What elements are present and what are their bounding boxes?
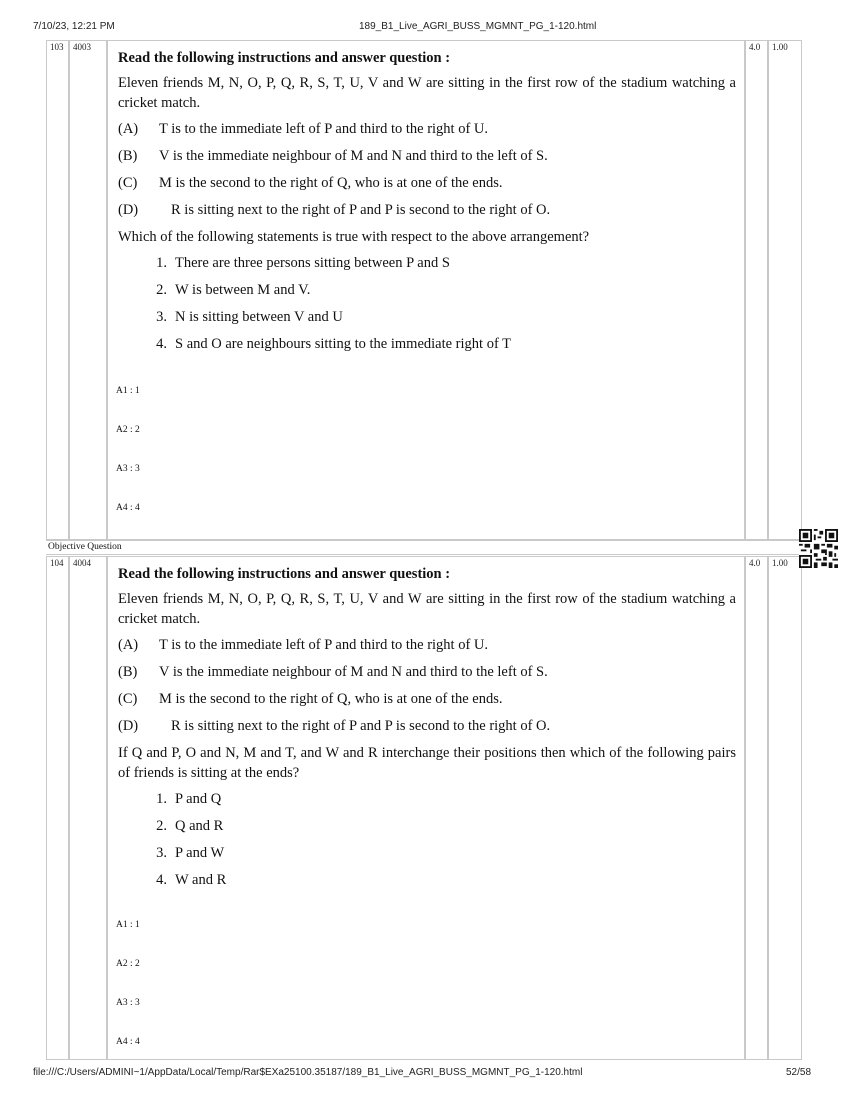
- condition-key: (D): [118, 202, 139, 218]
- question-id-cell: 4003: [69, 40, 107, 540]
- marks-cell: 4.0: [745, 40, 768, 540]
- condition-item: [118, 635, 736, 655]
- option-number: 1.: [156, 255, 167, 271]
- question-heading: Read the following instructions and answer question :: [118, 50, 451, 66]
- footer-file-path: file:///C:/Users/ADMINI~1/AppData/Local/Temp/Rar$EXa25100.35187/189_B1_Live_AGRI_BUSS_MGMNT_PG_1-120.html: [33, 1067, 583, 1078]
- option-text: W is between M and V.: [175, 282, 311, 298]
- question-intro: Eleven friends M, N, O, P, Q, R, S, T, U, V and W are sitting in the first row of the stadium watching a cricket match.: [118, 75, 736, 111]
- option-text: There are three persons sitting between P and S: [175, 255, 450, 271]
- option-text: Q and R: [175, 818, 224, 834]
- condition-text: T is to the immediate left of P and third to the right of U.: [159, 121, 489, 137]
- option-text: P and W: [175, 845, 225, 861]
- header-datetime: 7/10/23, 12:21 PM: [33, 21, 115, 32]
- question-block-103: [46, 40, 802, 540]
- condition-text: T is to the immediate left of P and third to the right of U.: [159, 637, 489, 653]
- question-prompt: Which of the following statements is true with respect to the above arrangement?: [118, 229, 590, 245]
- option-number: 2.: [156, 282, 167, 298]
- condition-item: [118, 716, 736, 736]
- negative-marks-cell: 1.00: [768, 556, 802, 1060]
- option-item: [118, 334, 736, 354]
- answer-key-3: A3 : 3: [116, 464, 140, 474]
- option-number: 3.: [156, 309, 167, 325]
- condition-key: (B): [118, 148, 138, 164]
- question-intro: Eleven friends M, N, O, P, Q, R, S, T, U, V and W are sitting in the first row of the stadium watching a cricket match.: [118, 591, 736, 627]
- option-number: 2.: [156, 818, 167, 834]
- option-text: N is sitting between V and U: [175, 309, 343, 325]
- option-item: [118, 843, 736, 863]
- option-item: [118, 307, 736, 327]
- option-item: [118, 253, 736, 273]
- serial-number-cell: 104: [46, 556, 69, 1060]
- condition-text: R is sitting next to the right of P and P is second to the right of O.: [171, 202, 551, 218]
- condition-item: [118, 173, 736, 193]
- answer-key-2: A2 : 2: [116, 959, 140, 969]
- condition-text: V is the immediate neighbour of M and N and third to the left of S.: [159, 148, 548, 164]
- condition-key: (C): [118, 175, 138, 191]
- condition-key: (D): [118, 718, 139, 734]
- option-text: P and Q: [175, 791, 222, 807]
- marks-cell: 4.0: [745, 556, 768, 1060]
- option-item: [118, 280, 736, 300]
- negative-marks-cell: 1.00: [768, 40, 802, 540]
- answer-key-4: A4 : 4: [116, 1037, 140, 1047]
- condition-item: [118, 200, 736, 220]
- question-heading: Read the following instructions and answer question :: [118, 566, 451, 582]
- condition-text: M is the second to the right of Q, who is at one of the ends.: [159, 691, 503, 707]
- option-number: 1.: [156, 791, 167, 807]
- qr-code-icon: [799, 529, 838, 568]
- condition-item: [118, 119, 736, 139]
- condition-key: (B): [118, 664, 138, 680]
- condition-key: (A): [118, 121, 139, 137]
- option-number: 4.: [156, 336, 167, 352]
- row-divider: [46, 540, 802, 541]
- question-id-cell: 4004: [69, 556, 107, 1060]
- condition-text: V is the immediate neighbour of M and N and third to the left of S.: [159, 664, 548, 680]
- answer-key-3: A3 : 3: [116, 998, 140, 1008]
- row-divider: [46, 554, 802, 555]
- condition-item: [118, 662, 736, 682]
- question-content: [118, 566, 736, 897]
- option-text: W and R: [175, 872, 227, 888]
- option-text: S and O are neighbours sitting to the immediate right of T: [175, 336, 511, 352]
- answer-key-2: A2 : 2: [116, 425, 140, 435]
- condition-item: [118, 689, 736, 709]
- option-item: [118, 789, 736, 809]
- option-item: [118, 816, 736, 836]
- option-item: [118, 870, 736, 890]
- condition-key: (C): [118, 691, 138, 707]
- condition-item: [118, 146, 736, 166]
- answer-key-4: A4 : 4: [116, 503, 140, 513]
- question-type-label: Objective Question: [48, 542, 122, 552]
- question-content: [118, 50, 736, 361]
- condition-text: R is sitting next to the right of P and P is second to the right of O.: [171, 718, 551, 734]
- option-number: 3.: [156, 845, 167, 861]
- answer-key-1: A1 : 1: [116, 386, 140, 396]
- question-prompt: If Q and P, O and N, M and T, and W and R interchange their positions then which of the following pairs of friends is sitting at the ends?: [118, 745, 736, 781]
- condition-text: M is the second to the right of Q, who is at one of the ends.: [159, 175, 503, 191]
- option-number: 4.: [156, 872, 167, 888]
- answer-key-1: A1 : 1: [116, 920, 140, 930]
- footer-page-number: 52/58: [786, 1067, 812, 1078]
- condition-key: (A): [118, 637, 139, 653]
- header-doc-title: 189_B1_Live_AGRI_BUSS_MGMNT_PG_1-120.html: [359, 21, 597, 32]
- serial-number-cell: 103: [46, 40, 69, 540]
- question-block-104: [46, 556, 802, 1060]
